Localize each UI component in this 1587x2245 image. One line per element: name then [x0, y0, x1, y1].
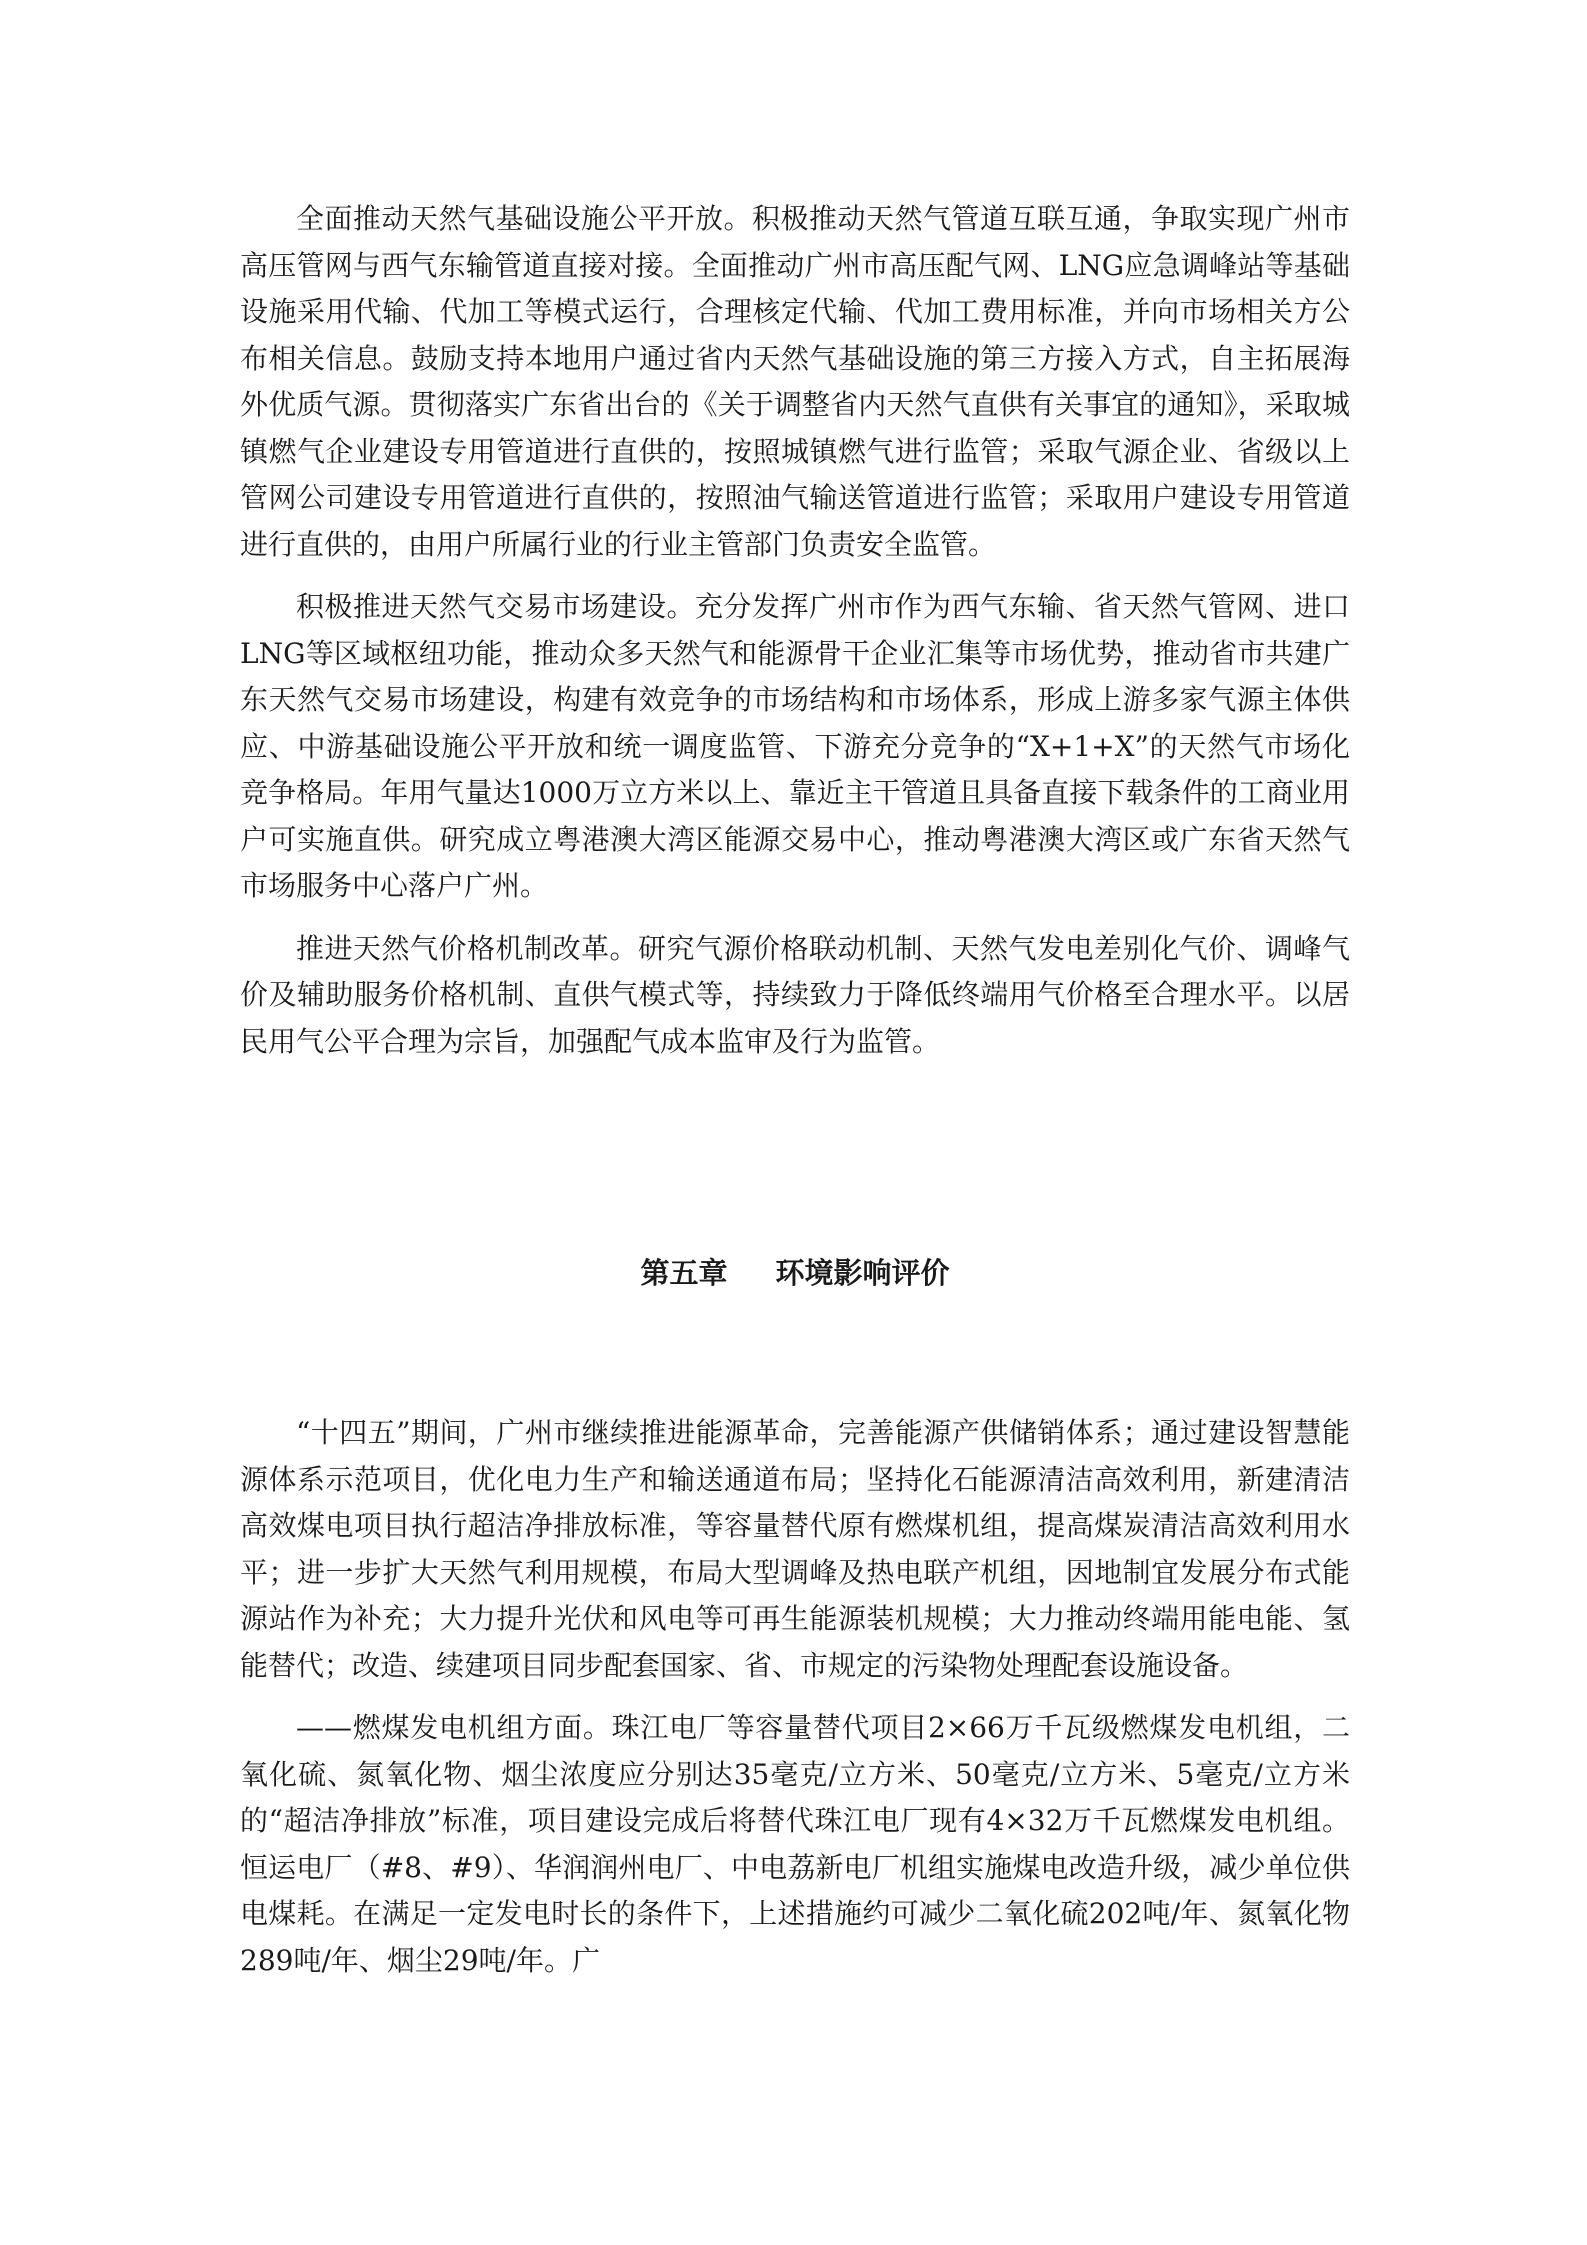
chapter-heading — [240, 1253, 1350, 1293]
chapter-title-text: 环境影响评价 — [775, 1256, 950, 1290]
paragraph-gas-price-reform: 推进天然气价格机制改革。研究气源价格联动机制、天然气发电差别化气价、调峰气价及辅助服务价格机制、直供气模式等，持续致力于降低终端用气价格至合理水平。以居民用气公平合理为宗旨，加强配气成本监审及行为监管。 — [240, 931, 1350, 1058]
section-top — [240, 196, 1350, 1065]
section-bottom — [240, 1410, 1350, 1984]
paragraph-infrastructure-open-access: 全面推动天然气基础设施公平开放。积极推动天然气管道互联互通，争取实现广州市高压管网与西气东输管道直接对接。全面推动广州市高压配气网、LNG应急调峰站等基础设施采用代输、代加工等模式运行，合理核定代输、代加工费用标准，并向市场相关方公布相关信息。鼓励支持本地用户通过省内天然气基础设施的第三方接入方式，自主拓展海外优质气源。贯彻落实广东省出台的《关于调整省内天然气直供有关事宜的通知》，采取城镇燃气企业建设专用管道进行直供的，按照城镇燃气进行监管；采取气源企业、省级以上管网公司建设专用管道进行直供的，按照油气输送管道进行监管；采取用户建设专用管道进行直供的，由用户所属行业的行业主管部门负责安全监管。 — [240, 202, 1350, 561]
paragraph-gas-trading-market: 积极推进天然气交易市场建设。充分发挥广州市作为西气东输、省天然气管网、进口LNG等区域枢纽功能，推动众多天然气和能源骨干企业汇集等市场优势，推动省市共建广东天然气交易市场建设，构建有效竞争的市场结构和市场体系，形成上游多家气源主体供应、中游基础设施公平开放和统一调度监管、下游充分竞争的“X+1+X”的天然气市场化竞争格局。年用气量达1000万立方米以上、靠近主干管道且具备直接下载条件的工商业用户可实施直供。研究成立粤港澳大湾区能源交易中心，推动粤港澳大湾区或广东省天然气市场服务中心落户广州。 — [240, 590, 1350, 902]
paragraph-coal-power-units: ——燃煤发电机组方面。珠江电厂等容量替代项目2×66万千瓦级燃煤发电机组，二氧化硫、氮氧化物、烟尘浓度应分别达35毫克/立方米、50毫克/立方米、5毫克/立方米的“超洁净排放”标准，项目建设完成后将替代珠江电厂现有4×32万千瓦燃煤发电机组。恒运电厂（#8、#9）、华润润州电厂、中电荔新电厂机组实施煤电改造升级，减少单位供电煤耗。在满足一定发电时长的条件下，上述措施约可减少二氧化硫202吨/年、氮氧化物289吨/年、烟尘29吨/年。广 — [240, 1711, 1350, 1977]
paragraph-14th-five-year-overview: “十四五”期间，广州市继续推进能源革命，完善能源产供储销体系；通过建设智慧能源体系示范项目，优化电力生产和输送通道布局；坚持化石能源清洁高效利用，新建清洁高效煤电项目执行超洁净排放标准，等容量替代原有燃煤机组，提高煤炭清洁高效利用水平；进一步扩大天然气利用规模，布局大型调峰及热电联产机组，因地制宜发展分布式能源站作为补充；大力提升光伏和风电等可再生能源装机规模；大力推动终端用能电能、氢能替代；改造、续建项目同步配套国家、省、市规定的污染物处理配套设施设备。 — [240, 1416, 1350, 1682]
chapter-number: 第五章 — [640, 1256, 728, 1290]
